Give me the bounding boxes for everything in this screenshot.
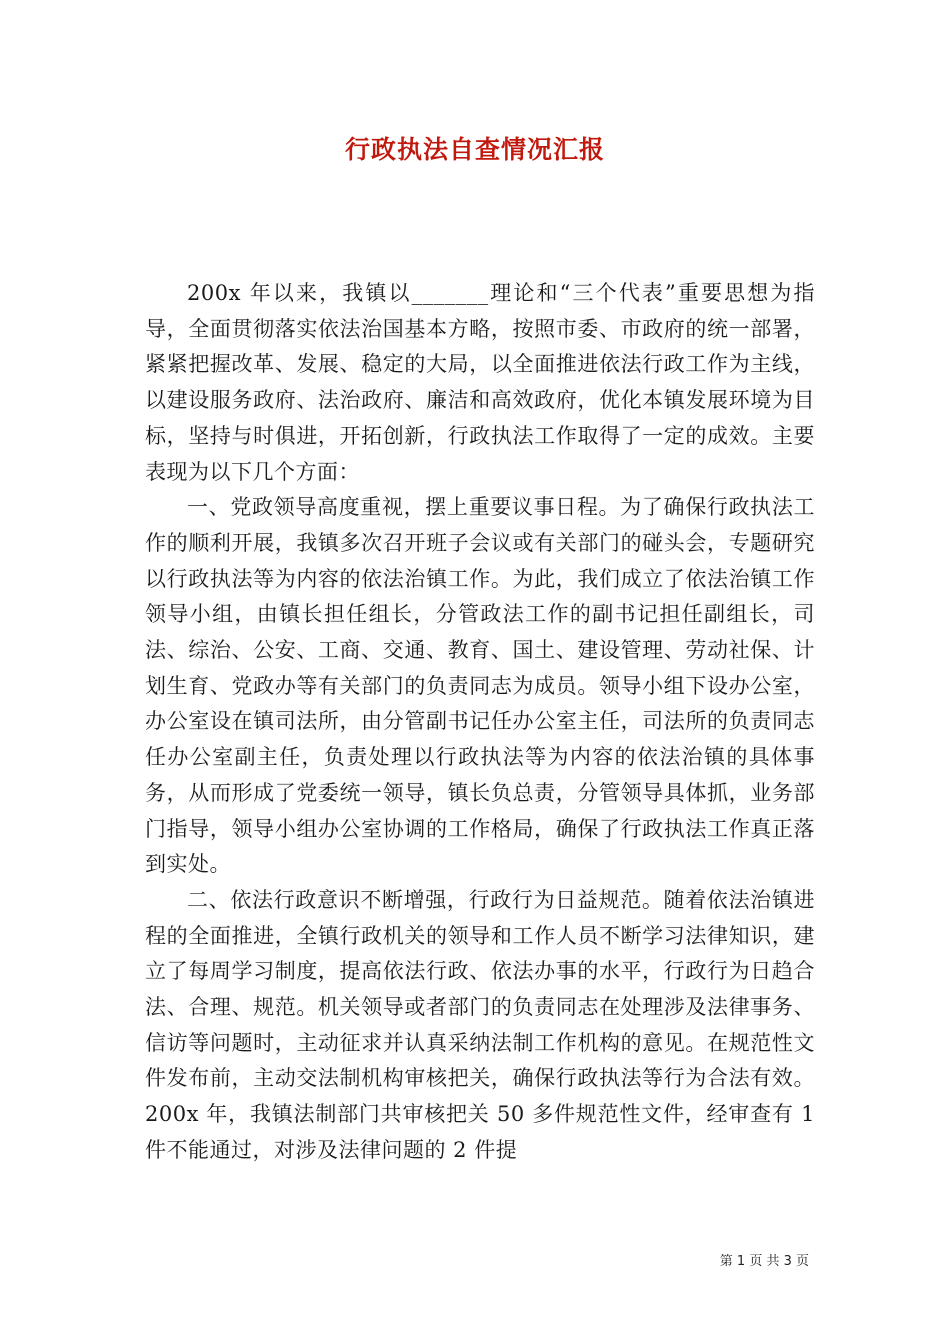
paragraph-intro: 200x 年以来，我镇以_______理论和“三个代表”重要思想为指导，全面贯彻落实依法治国基本方略，按照市委、市政府的统一部署，紧紧把握改革、发展、稳定的大局，以全面推进依法行政工作为主线，以建设服务政府、法治政府、廉洁和高效政府，优化本镇发展环境为目标，坚持与时俱进，开拓创新，行政执法工作取得了一定的成效。主要表现为以下几个方面： [145, 281, 815, 484]
document-body [145, 276, 815, 1169]
paragraph-section-2: 二、依法行政意识不断增强，行政行为日益规范。随着依法治镇进程的全面推进，全镇行政机关的领导和工作人员不断学习法律知识，建立了每周学习制度，提高依法行政、依法办事的水平，行政行为日趋合法、合理、规范。机关领导或者部门的负责同志在处理涉及法律事务、信访等问题时，主动征求并认真采纳法制工作机构的意见。在规范性文件发布前，主动交法制机构审核把关，确保行政执法等行为合法有效。200x 年，我镇法制部门共审核把关 50 多件规范性文件，经审查有 1 件不能通过，对涉及法律问题的 2 件提 [145, 887, 815, 1162]
document-title: 行政执法自查情况汇报 [344, 135, 605, 164]
paragraph-section-1: 一、党政领导高度重视，摆上重要议事日程。为了确保行政执法工作的顺利开展，我镇多次召开班子会议或有关部门的碰头会，专题研究以行政执法等为内容的依法治镇工作。为此，我们成立了依法治镇工作领导小组，由镇长担任组长，分管政法工作的副书记担任副组长，司法、综治、公安、工商、交通、教育、国土、建设管理、劳动社保、计划生育、党政办等有关部门的负责同志为成员。领导小组下设办公室，办公室设在镇司法所，由分管副书记任办公室主任，司法所的负责同志任办公室副主任，负责处理以行政执法等为内容的依法治镇的具体事务，从而形成了党委统一领导，镇长负总责，分管领导具体抓，业务部门指导，领导小组办公室协调的工作格局，确保了行政执法工作真正落到实处。 [145, 495, 815, 877]
page-number-footer: 第 1 页 共 3 页 [719, 1254, 809, 1269]
